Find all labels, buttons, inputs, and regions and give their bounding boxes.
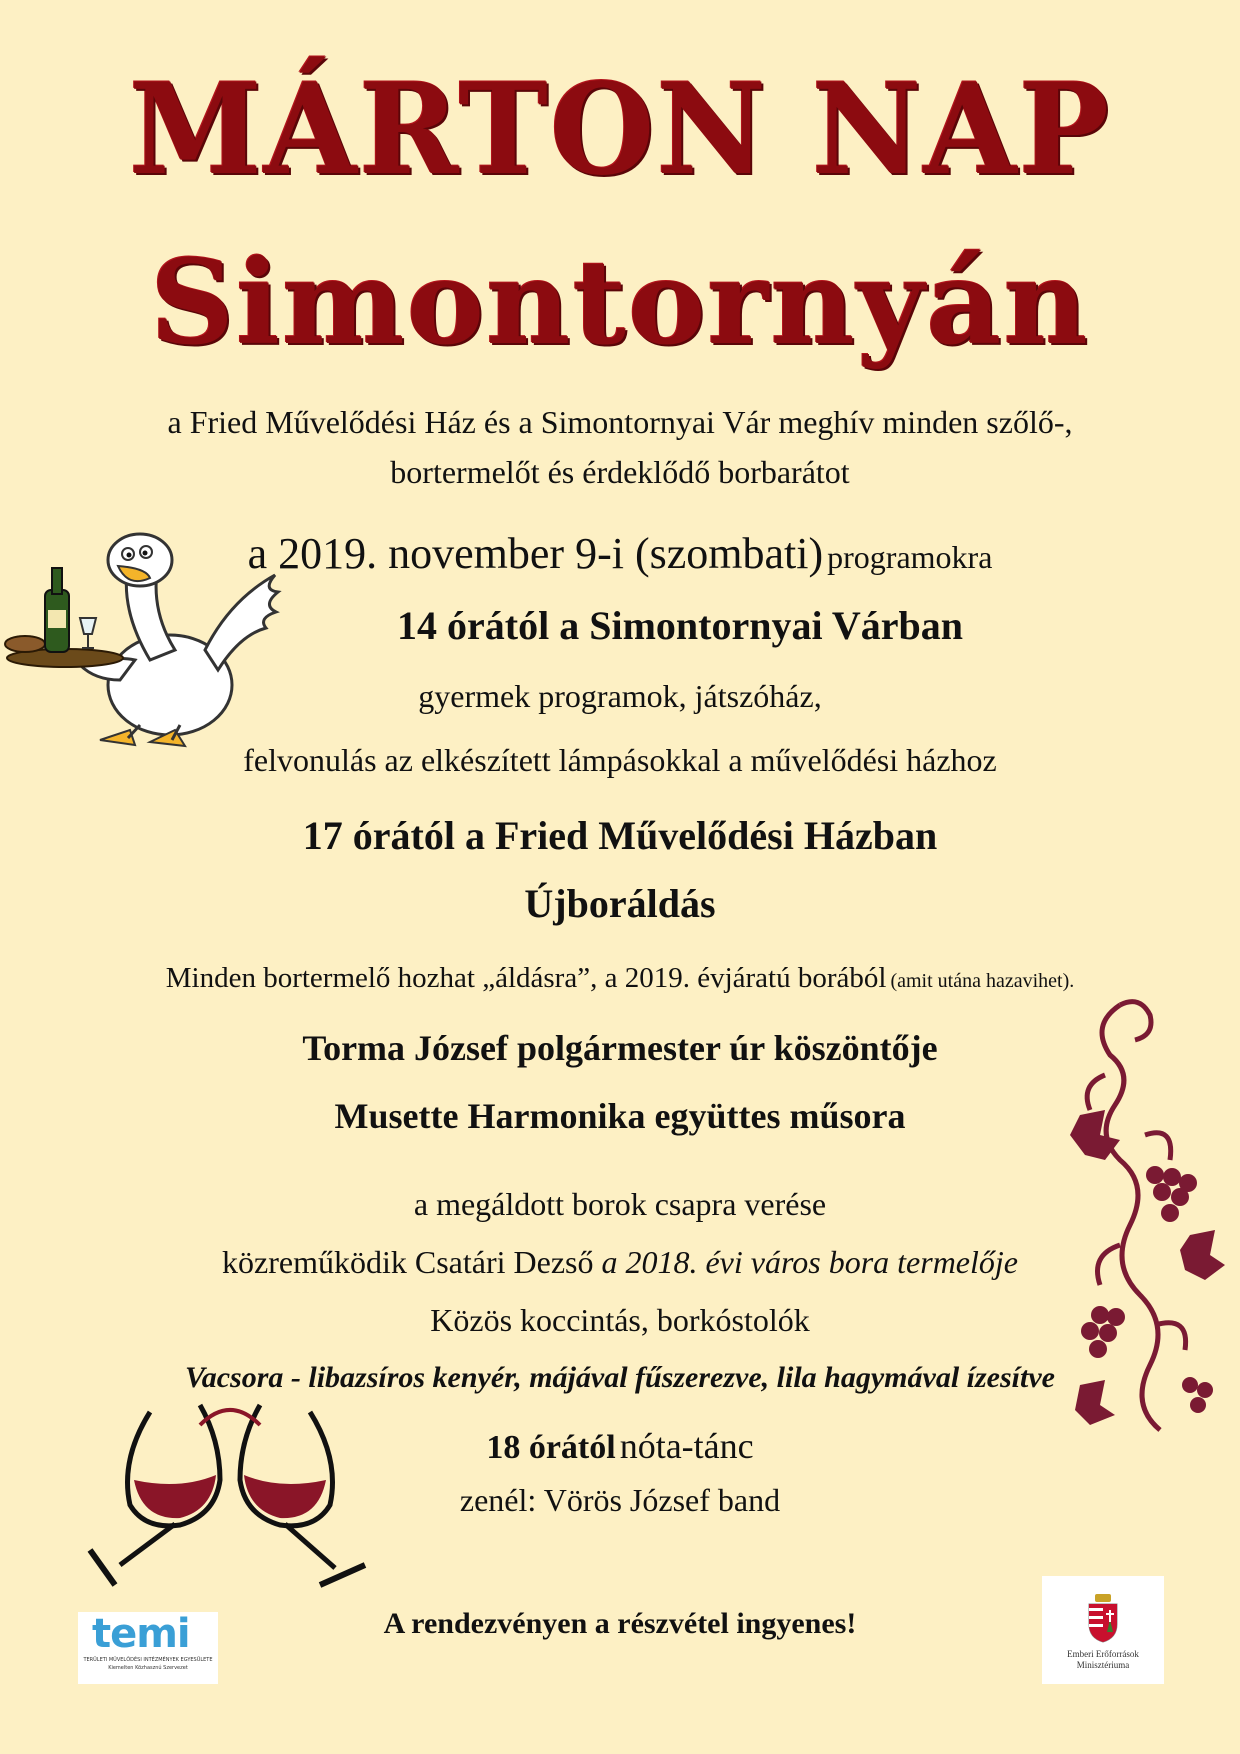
blessing-text-main: Minden bortermelő hozhat „áldásra”, a 2019. évjáratú borából — [165, 962, 887, 994]
mayor-line: Torma József polgármester úr köszöntője — [302, 1028, 938, 1068]
castle-heading: 14 órától a Simontornyai Várban — [397, 603, 963, 648]
band-line: zenél: Vörös József band — [459, 1482, 781, 1518]
intro-line-1: a Fried Művelődési Ház és a Simontornyai Vár meghív minden szőlő-, — [167, 404, 1073, 440]
dance-label: nóta-tánc — [619, 1426, 754, 1466]
contributor-name: közreműködik Csatári Dezső — [222, 1244, 594, 1280]
main-title: MÁRTON NAP — [129, 55, 1111, 204]
ministry-logo-text-1: Emberi Erőforrások — [1067, 1649, 1139, 1659]
event-date-suffix: programokra — [827, 539, 993, 575]
intro-line-2: bortermelőt és érdeklődő borbarátot — [390, 454, 850, 490]
grapevine-bottle-illustration — [1060, 985, 1240, 1435]
ministry-logo-text-2: Minisztériuma — [1076, 1660, 1130, 1670]
ministry-logo — [1042, 1576, 1164, 1684]
blessing-note: (amit utána hazavihet). — [890, 970, 1075, 992]
dance-time: 18 órától — [486, 1429, 616, 1466]
event-date-main: a 2019. november 9-i (szombati) — [247, 529, 824, 578]
temi-logo-text-1: TERÜLETI MŰVELŐDÉSI INTÉZMÉNYEK EGYESÜLETE — [83, 1657, 213, 1663]
wine-glasses-toast-illustration — [80, 1400, 380, 1590]
subtitle-town: Simontornyán — [150, 235, 1090, 371]
contributor-title: a 2018. évi város bora termelője — [601, 1244, 1018, 1280]
blessing-heading: Újboráldás — [524, 881, 716, 926]
castle-line-2: felvonulás az elkészített lámpásokkal a művelődési házhoz — [243, 742, 997, 778]
blessing-text — [0, 958, 1240, 1003]
castle-line-1: gyermek programok, játszóház, — [418, 678, 822, 714]
dinner-line: Vacsora - libazsíros kenyér, májával fűszerezve, lila hagymával ízesítve — [185, 1361, 1055, 1394]
toast-line: Közös koccintás, borkóstolók — [430, 1302, 810, 1338]
musette-line: Musette Harmonika együttes műsora — [334, 1096, 906, 1136]
free-entry-line: A rendezvényen a részvétel ingyenes! — [383, 1607, 857, 1640]
house-heading: 17 órától a Fried Művelődési Házban — [302, 813, 938, 858]
temi-logo-mark: temi — [92, 1611, 190, 1657]
coat-of-arms-icon — [1083, 1592, 1123, 1644]
contributor-line — [0, 1242, 1240, 1282]
temi-logo — [78, 1612, 218, 1684]
tap-line: a megáldott borok csapra verése — [413, 1186, 827, 1222]
temi-logo-text-2: Kiemelten Közhasznú Szervezet — [108, 1665, 188, 1671]
